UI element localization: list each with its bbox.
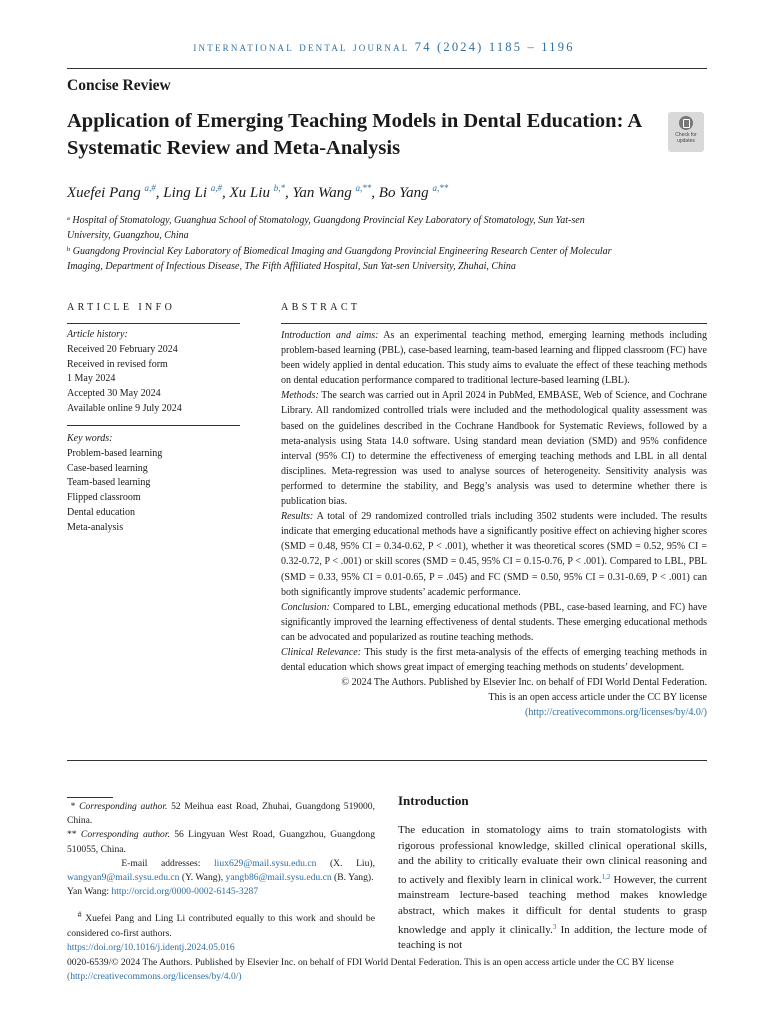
license-link[interactable]: (http://creativecommons.org/licenses/by/4.0/) [67, 971, 242, 982]
abstract-methods: Methods: The search was carried out in April 2024 in PubMed, EMBASE, Web of Science, and Cochrane Library. All randomized controlled trials were included and the methodological quality assessment was based on the guidelines described in the Cochrane Handbook for Systematic Reviews, followed by a meta-analysis using Stata 14.0 software. Using standard mean deviation (SMD) and 95% confidence interval (95% CI) to determine the effectiveness of emerging teaching methods and LBL in all dental disciplines. Meta-regression was used to analyse sources of heterogeneity. Sensitivity analysis was performed to determine the stability, and Begg’s analysis was used to determine whether there is publication bias. [281, 390, 707, 508]
author-name: Xu Liu [229, 185, 270, 201]
keyword: Case-based learning [67, 462, 148, 474]
badge-text: Check for updates [675, 132, 697, 144]
affiliation-a: $^a$ Hospital of Stomatology, Guanghua School of Stomatology, Guangdong Provincial Key Laboratory of Stomatology, Sun Yat-sen University, Guangzhou, China [67, 215, 585, 241]
abstract-intro: Introduction and aims: As an experimental teaching method, emerging learning methods including problem-based learning (PBL), case-based learning, team-based learning and flipped classroom (FC) have been widely applied in dental education. This study aims to evaluate the effect of these teaching methods on dental education performance compared to traditional lecture-based learning (LBL). [281, 330, 707, 387]
abstract-body [281, 328, 707, 720]
keyword: Flipped classroom [67, 492, 141, 504]
article-info-rule [67, 323, 240, 324]
check-for-updates-badge[interactable] [668, 112, 704, 152]
introduction-text: The education in stomatology aims to train stomatologists with rigorous professional knowledge, skilled clinical operational skills, and the ability to critically evaluate their own clinical reasoning and to actively and flexibly learn in clinical work.$^{1,2}$ However, the current mainstream lecture-based teaching method makes knowledge abstract, which makes it difficult for dental students to grasp knowledge and apply it clinically.$^3$ In addition, the lecture mode of teaching is not [398, 824, 707, 952]
footnote-emails: E-mail addresses: liux629@mail.sysu.edu.cn (X. Liu), wangyan9@mail.sysu.edu.cn (Y. Wang), yangb86@mail.sysu.edu.cn (B. Yang). [67, 857, 375, 884]
author-mark[interactable]: a,# [144, 183, 156, 193]
history-line: Received in revised form [67, 358, 168, 370]
author-name: Bo Yang [378, 185, 429, 201]
email-link[interactable]: wangyan9@mail.sysu.edu.cn [67, 872, 180, 884]
footnote-corr2: ** Corresponding author. 56 Lingyuan West Road, Guangzhou, Guangdong 510055, China. [67, 829, 375, 855]
article-title: Application of Emerging Teaching Models in Dental Education: A Systematic Review and Meta-Analysis [67, 110, 642, 159]
history-line: 1 May 2024 [67, 373, 116, 385]
keywords-rule [67, 425, 240, 426]
article-info-heading: ARTICLE INFO [67, 302, 176, 313]
author-name: Xuefei Pang [67, 185, 141, 201]
keyword: Meta-analysis [67, 521, 124, 533]
author-mark[interactable]: a,** [355, 183, 372, 193]
history-line: Received 20 February 2024 [67, 343, 178, 355]
author-list: Xuefei Pang $^{a,\#}$, Ling Li $^{a,\#}$, Xu Liu $^{b,*}$, Yan Wang $^{a,**}$, Bo Yang $^{a,**}$ [67, 183, 449, 201]
doi-link[interactable]: https://doi.org/10.1016/j.identj.2024.05.016 [67, 942, 235, 953]
affiliation-b: $^b$ Guangdong Provincial Key Laboratory of Biomedical Imaging and Guangdong Provincial Engineering Research Center of Molecular Imaging, Department of Infectious Disease, The Fifth Affiliated Hospital, Sun Yat-sen University, Zhuhai, China [67, 246, 612, 272]
journal-header: international dental journal 74 (2024) 1185 – 1196 [193, 40, 575, 54]
email-link[interactable]: liux629@mail.sysu.edu.cn [214, 857, 317, 869]
abstract-bottom-rule [67, 760, 707, 761]
orcid-link[interactable]: http://orcid.org/0000-0002-6145-3287 [111, 886, 259, 898]
abstract-copyright: © 2024 The Authors. Published by Elsevier Inc. on behalf of FDI World Dental Federation. [341, 677, 707, 689]
footnote-equal: # Xuefei Pang and Ling Li contributed equally to this work and should be considered co-first authors. [67, 910, 375, 939]
keyword: Dental education [67, 506, 136, 518]
author-mark[interactable]: a,** [432, 183, 449, 193]
footnotes [67, 800, 375, 941]
abstract-license: This is an open access article under the CC BY license [488, 692, 707, 704]
abstract-conclusion: Conclusion: Compared to LBL, emerging educational methods (PBL, case-based learning, and FC) have significantly improved the learning effectiveness of dental students. These emerging educational methods can be advocated and popularized as routine teaching methods. [281, 601, 707, 643]
header-rule [67, 68, 707, 69]
reference-link[interactable]: 3 [552, 922, 557, 931]
author-name: Ling Li [163, 185, 208, 201]
history-line: Accepted 30 May 2024 [67, 388, 161, 400]
abstract-relevance: Clinical Relevance: This study is the first meta-analysis of the effects of emerging teaching methods in dental education which shows great impact of emerging teaching methods on students’ development. [281, 646, 707, 674]
footnote-rule [67, 797, 113, 798]
keywords: Key words: Problem-based learning Case-based learning Team-based learning Flipped classroom Dental education Meta-analysis [67, 432, 240, 536]
history-line: Available online 9 July 2024 [67, 402, 182, 414]
section-label: Concise Review [67, 77, 171, 94]
keyword: Team-based learning [67, 477, 151, 489]
email-link[interactable]: yangb86@mail.sysu.edu.cn [225, 872, 332, 884]
abstract-license-link[interactable]: (http://creativecommons.org/licenses/by/4.0/) [525, 707, 707, 719]
abstract-heading: ABSTRACT [281, 302, 361, 313]
abstract-rule [281, 323, 707, 324]
footnote-orcid: Yan Wang: http://orcid.org/0000-0002-6145-3287 [67, 886, 259, 898]
reference-link[interactable]: 1,2 [601, 872, 611, 881]
introduction-heading: Introduction [398, 793, 469, 808]
article-history: Article history: Received 20 February 2024 Received in revised form 1 May 2024 Accepted 30 May 2024 Available online 9 July 2024 [67, 328, 240, 417]
author-mark[interactable]: a,# [210, 183, 223, 193]
author-name: Yan Wang [292, 185, 352, 201]
bottom-license: 0020-6539/© 2024 The Authors. Published by Elsevier Inc. on behalf of FDI World Dental Federation. This is an open access article under the CC BY license (http://creativecommons.org/licenses/by/4.0/) [67, 957, 674, 982]
keyword: Problem-based learning [67, 447, 163, 459]
abstract-results: Results: A total of 29 randomized controlled trials including 3502 students were included. The results indicate that emerging educational methods have a significantly positive effect on achieving higher scores (SMD = 0.48, 95% CI = 0.34-0.62, P < .001), whether it was theoretical scores (SMD = 0.52, 95% CI = 0.32-0.72, P < .001) or skill scores (SMD = 0.45, 95% CI = 0.15-0.76, P < .001). Compared to LBL, PBL (SMD = 0.33, 95% CI = 0.01-0.65, P = .045) and FC (SMD = 0.50, 95% CI = 0.31-0.69, P < .001) can both significantly improve students’ academic performance. [281, 511, 708, 598]
bookmark-icon [679, 116, 693, 130]
footnote-corr1: * Corresponding author. 52 Meihua east Road, Zhuhai, Guangdong 519000, China. [67, 801, 375, 827]
author-mark[interactable]: b,* [273, 183, 285, 193]
